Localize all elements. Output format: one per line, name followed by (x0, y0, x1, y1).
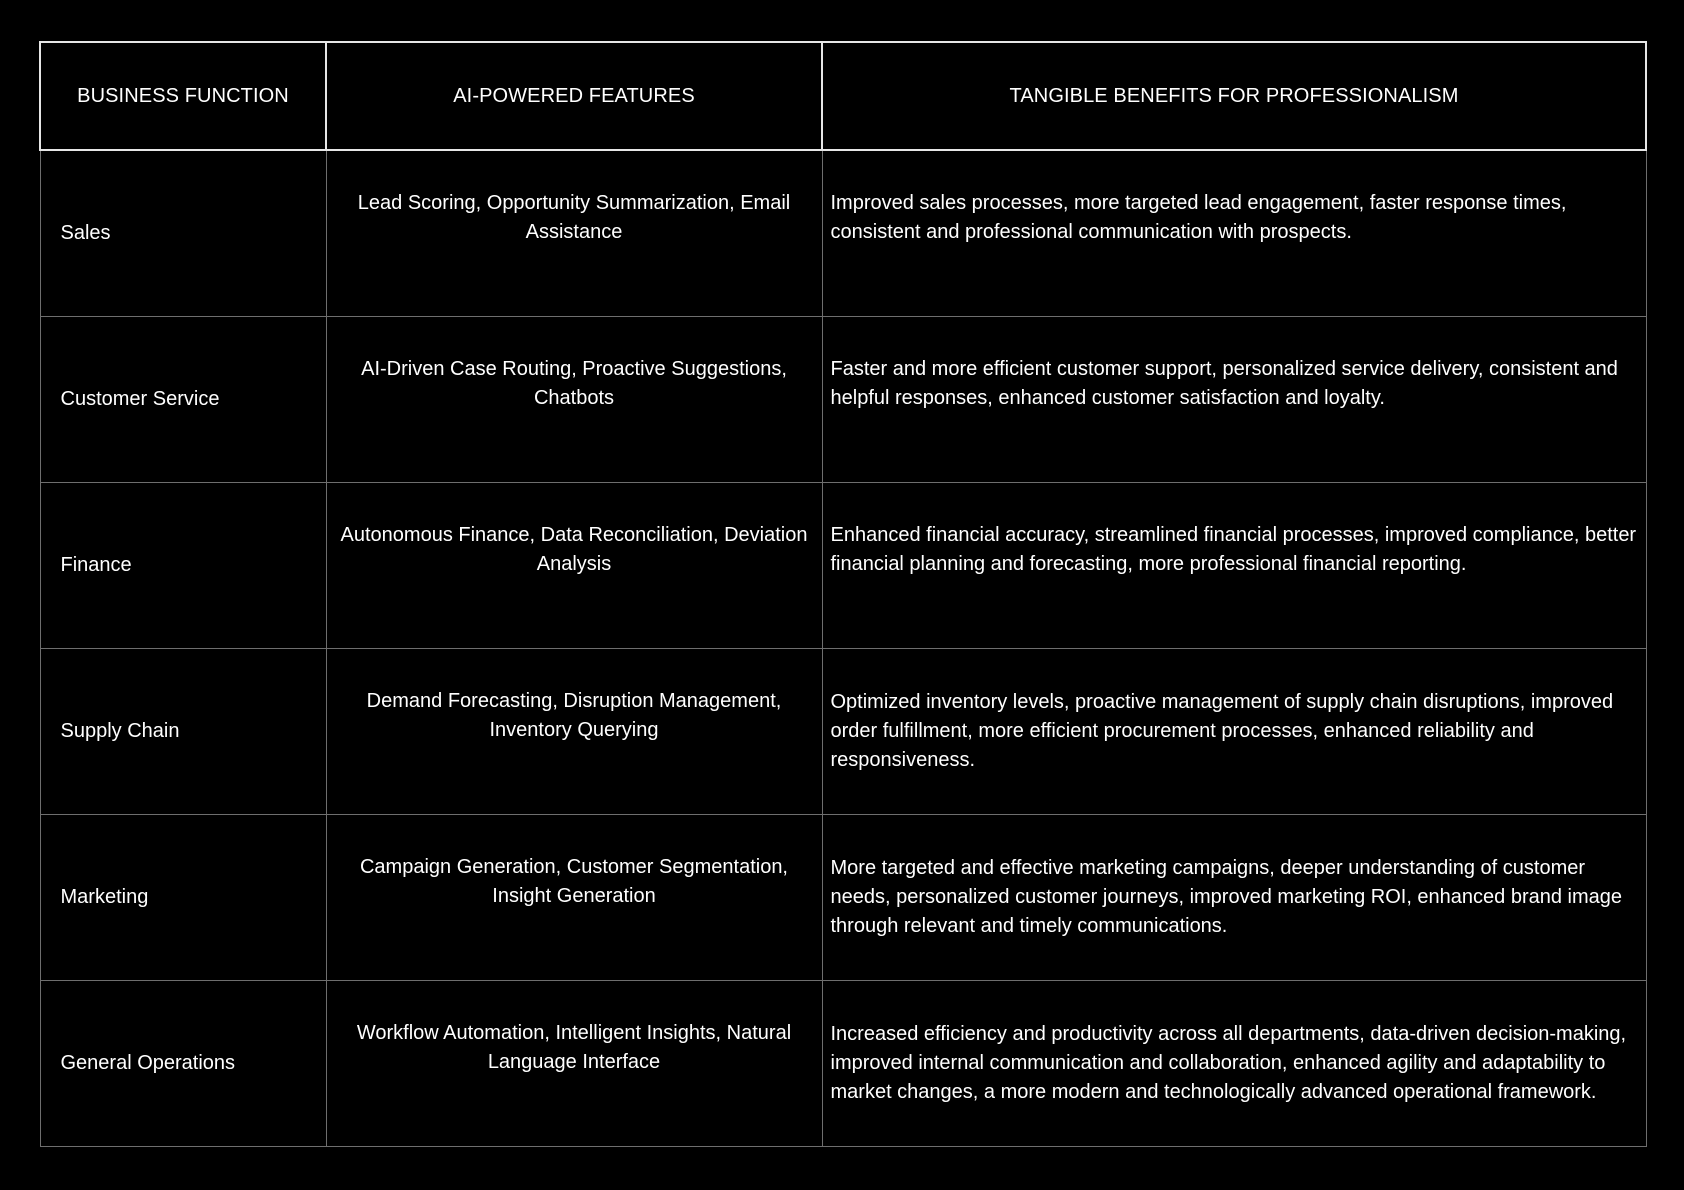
cell-ai-features (326, 483, 822, 649)
cell-ai-features-text: Workflow Automation, Intelligent Insights, Natural Language Interface (356, 1022, 792, 1073)
header-business-function: BUSINESS FUNCTION (40, 42, 326, 150)
cell-ai-features (326, 649, 822, 815)
cell-benefits-text: More targeted and effective marketing campaigns, deeper understanding of customer needs, personalized customer journeys, improved marketing ROI, enhanced brand image through relevant and timely communications. (830, 857, 1623, 937)
table-header (40, 42, 1646, 150)
header-ai-powered-features: AI-POWERED FEATURES (326, 42, 822, 150)
table-row (40, 483, 1646, 649)
header-tangible-benefits: TANGIBLE BENEFITS FOR PROFESSIONALISM (822, 42, 1646, 150)
cell-business-function: Marketing (40, 815, 326, 981)
cell-benefits (822, 483, 1646, 649)
cell-benefits (822, 981, 1646, 1147)
cell-benefits-text: Increased efficiency and productivity across all departments, data-driven decision-making, improved internal communication and collaboration, enhanced agility and adaptability to market changes, a more modern and technologically advanced operational framework. (830, 1023, 1627, 1103)
cell-benefits (822, 317, 1646, 483)
cell-benefits (822, 649, 1646, 815)
table-row (40, 981, 1646, 1147)
cell-ai-features (326, 317, 822, 483)
cell-ai-features-text: Demand Forecasting, Disruption Management, Inventory Querying (366, 690, 782, 741)
cell-ai-features-text: AI-Driven Case Routing, Proactive Suggestions, Chatbots (361, 358, 787, 409)
cell-benefits-text: Improved sales processes, more targeted lead engagement, faster response times, consistent and professional communication with prospects. (830, 192, 1567, 243)
comparison-table-container (39, 41, 1645, 1147)
table-body (40, 150, 1646, 1147)
header-row (40, 42, 1646, 150)
cell-ai-features-text: Campaign Generation, Customer Segmentation, Insight Generation (359, 856, 788, 907)
cell-ai-features-text: Autonomous Finance, Data Reconciliation, Deviation Analysis (340, 524, 808, 575)
table-row (40, 649, 1646, 815)
cell-benefits-text: Optimized inventory levels, proactive management of supply chain disruptions, improved order fulfillment, more efficient procurement processes, enhanced reliability and responsiveness. (830, 691, 1614, 771)
cell-ai-features (326, 981, 822, 1147)
cell-business-function: Supply Chain (40, 649, 326, 815)
cell-business-function: General Operations (40, 981, 326, 1147)
table-row (40, 150, 1646, 317)
cell-benefits (822, 815, 1646, 981)
cell-ai-features (326, 150, 822, 317)
table-row (40, 815, 1646, 981)
cell-benefits-text: Faster and more efficient customer support, personalized service delivery, consistent and helpful responses, enhanced customer satisfaction and loyalty. (830, 358, 1618, 409)
cell-ai-features-text: Lead Scoring, Opportunity Summarization, Email Assistance (357, 192, 791, 243)
comparison-table (39, 41, 1647, 1147)
cell-ai-features (326, 815, 822, 981)
cell-benefits (822, 150, 1646, 317)
cell-business-function: Customer Service (40, 317, 326, 483)
cell-business-function: Finance (40, 483, 326, 649)
cell-benefits-text: Enhanced financial accuracy, streamlined financial processes, improved compliance, better financial planning and forecasting, more professional financial reporting. (830, 524, 1637, 575)
cell-business-function: Sales (40, 150, 326, 317)
table-row (40, 317, 1646, 483)
